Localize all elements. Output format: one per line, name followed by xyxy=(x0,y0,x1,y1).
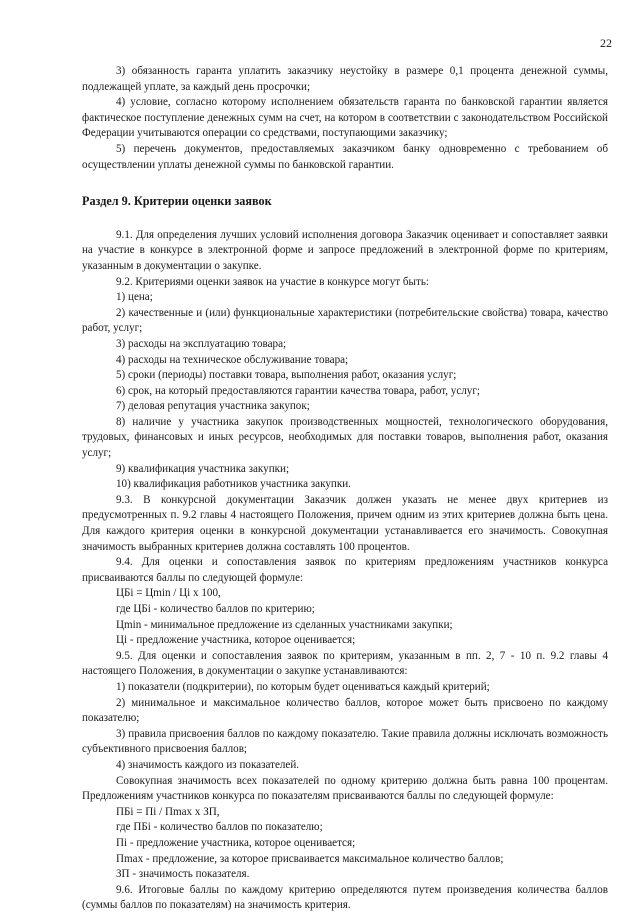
list-item: 4) значимость каждого из показателей. xyxy=(116,758,300,771)
paragraph: 4) условие, согласно которому исполнением обязательств гаранта по банковской гарантии является фактическое поступление денежных сумм на счет, на котором в соответствии с законодательством Российской Федерации учитываются операции со средствами, поступающими заказчику; xyxy=(82,96,608,140)
paragraph: 9.5. Для оценки и сопоставления заявок по критериям, указанным в пп. 2, 7 - 10 п. 9.2 главы 4 настоящего Положения, в документации о закупке устанавливаются: xyxy=(82,649,608,678)
section-title: Раздел 9. Критерии оценки заявок xyxy=(82,194,272,209)
formula: ПБі = Пі / Пmax х ЗП, xyxy=(116,805,220,818)
formula-legend: Пі - предложение участника, которое оценивается; xyxy=(116,836,356,849)
paragraph: 9.1. Для определения лучших условий исполнения договора Заказчик оценивает и сопоставляет заявки на участие в конкурсе в электронной форме и запросе предложений в электронной форме по критериям, указанным в документации о закупке. xyxy=(82,228,608,272)
section-body xyxy=(82,228,608,914)
paragraph: 9.6. Итоговые баллы по каждому критерию определяются путем произведения количества баллов (суммы баллов по показателям) на значимость критерия. xyxy=(82,883,608,912)
list-item: 1) показатели (подкритерии), по которым будет оцениваться каждый критерий; xyxy=(116,680,490,693)
formula-legend: Пmax - предложение, за которое присваивается максимальное количество баллов; xyxy=(116,852,504,865)
formula-legend: Ці - предложение участника, которое оценивается; xyxy=(116,634,356,647)
page-number: 22 xyxy=(600,36,612,50)
formula-legend: где ЦБі - количество баллов по критерию; xyxy=(116,603,315,615)
list-item: 1) цена; xyxy=(116,291,153,304)
list-item: 2) качественные и (или) функциональные характеристики (потребительские свойства) товара, качество работ, услуг; xyxy=(82,306,608,335)
formula: ЦБі = Цmin / Ці х 100, xyxy=(116,587,221,600)
list-item: 6) срок, на который предоставляются гарантии качества товара, работ, услуг; xyxy=(116,384,480,397)
list-item: 3) расходы на эксплуатацию товара; xyxy=(116,337,287,350)
list-item: 5) сроки (периоды) поставки товара, выполнения работ, оказания услуг; xyxy=(116,369,457,382)
list-item: 7) деловая репутация участника закупок; xyxy=(116,400,310,413)
list-item: 10) квалификация работников участника закупки. xyxy=(116,478,351,491)
list-item: 9) квалификация участника закупки; xyxy=(116,462,290,475)
intro-block xyxy=(82,64,608,173)
paragraph: 9.4. Для оценки и сопоставления заявок по критериям предложениям участников конкурса присваиваются баллы по следующей формуле: xyxy=(82,556,608,584)
list-item: 8) наличие у участника закупок производственных мощностей, технологического оборудования, трудовых, финансовых и иных ресурсов, необходимых для поставки товаров, выполнения работ, оказания услуг; xyxy=(82,415,608,460)
paragraph: 5) перечень документов, предоставляемых заказчиком банку одновременно с требованием об осуществлении уплаты денежной суммы по банковской гарантии. xyxy=(82,142,608,171)
paragraph: Совокупная значимость всех показателей по одному критерию должна быть равна 100 процентам. Предложениям участников конкурса по показателям присваиваются баллы по следующей формуле: xyxy=(82,774,608,803)
paragraph: 9.2. Критериями оценки заявок на участие в конкурсе могут быть: xyxy=(116,275,429,288)
paragraph: 9.3. В конкурсной документации Заказчик должен указать не менее двух критериев из предусмотренных п. 9.2 главы 4 настоящего Положения, причем одним из этих критериев должна быть цена. Для каждого критерия оценки в конкурсной документации устанавливается его значимость. Совокупная значимость выбранных критериев должна составлять 100 процентов. xyxy=(82,493,608,553)
list-item: 4) расходы на техническое обслуживание товара; xyxy=(116,353,349,366)
list-item: 2) минимальное и максимальное количество баллов, которое может быть присвоено по каждому показателю; xyxy=(82,696,608,725)
formula-legend: где ПБі - количество баллов по показателю; xyxy=(116,821,323,834)
formula-legend: ЗП - значимость показателя. xyxy=(116,868,250,881)
list-item: 3) правила присвоения баллов по каждому показателю. Такие правила должны исключать возможность субъективного присвоения баллов; xyxy=(82,727,608,756)
formula-legend: Цmin - минимальное предложение из сделанных участниками закупки; xyxy=(116,618,453,631)
paragraph: 3) обязанность гаранта уплатить заказчику неустойку в размере 0,1 процента денежной суммы, подлежащей уплате, за каждый день просрочки; xyxy=(82,65,608,93)
